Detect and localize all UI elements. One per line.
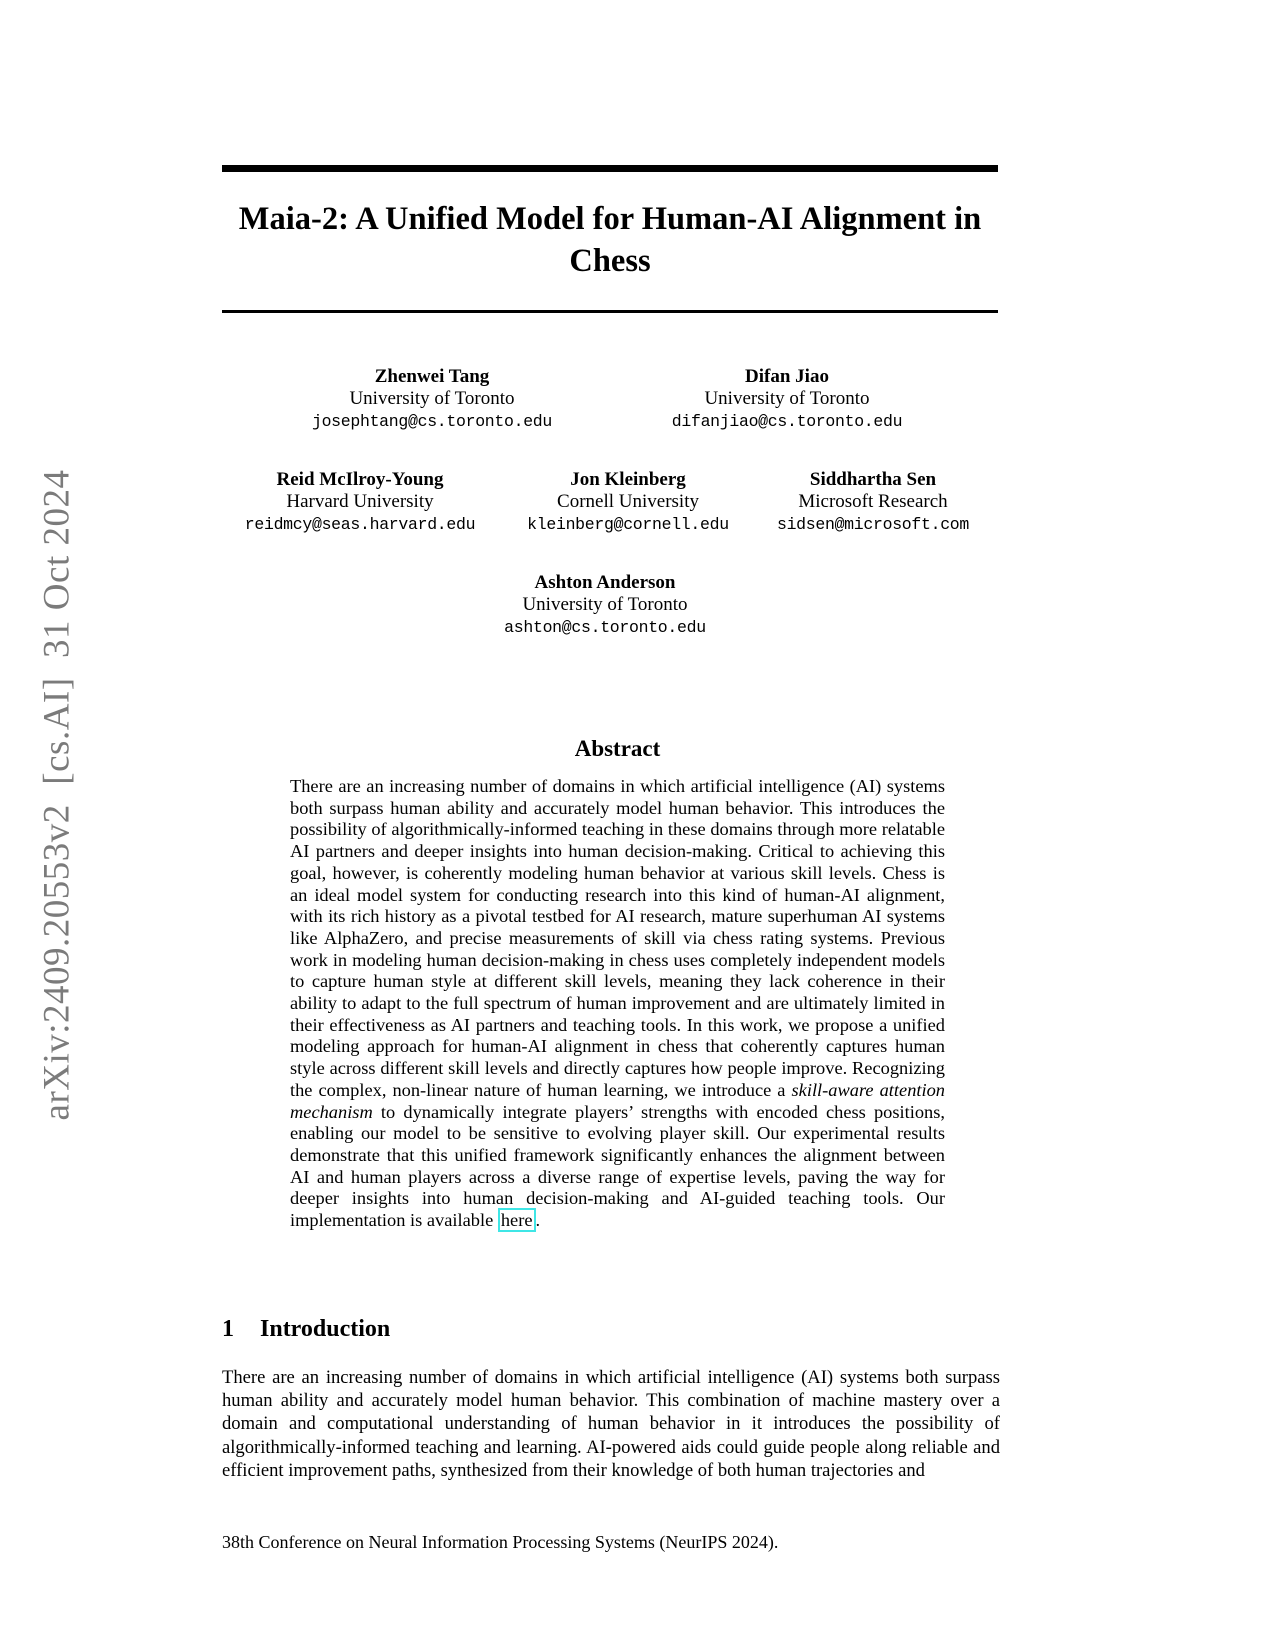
introduction-paragraph: There are an increasing number of domains in which artificial intelligence (AI) systems both surpass human ability and accurately model human behavior. This combination of machine mastery over a domain and computational understanding of human behavior in it introduces the possibility of algorithmically-informed teaching and learning. AI-powered aids could guide people along reliable and efficient improvement paths, synthesized from their knowledge of both human trajectories and xyxy=(222,1367,1000,1481)
author-block-siddhartha-sen xyxy=(718,469,1028,537)
author-affiliation: Cornell University xyxy=(557,491,699,512)
implementation-here-link[interactable]: here xyxy=(498,1208,536,1232)
author-email: reidmcy@seas.harvard.edu xyxy=(244,515,476,534)
section-1-heading xyxy=(222,1316,998,1343)
author-name: Jon Kleinberg xyxy=(570,469,686,490)
section-number: 1 xyxy=(222,1316,234,1342)
abstract-italic-phrase: skill-aware attention mechanism xyxy=(290,1079,945,1122)
author-name: Siddhartha Sen xyxy=(809,469,937,490)
author-affiliation: University of Toronto xyxy=(349,388,515,409)
author-name: Difan Jiao xyxy=(745,366,829,387)
paper-title-line1: Maia-2: A Unified Model for Human-AI Alignment in xyxy=(238,201,982,237)
author-email: josephtang@cs.toronto.edu xyxy=(311,412,553,431)
abstract-part1: There are an increasing number of domains in which artificial intelligence (AI) systems both surpass human ability and accurately model human behavior. This introduces the possibility of algorithmically-informed teaching in these domains through more relatable AI partners and deeper insights into human decision-making. Critical to achieving this goal, however, is coherently modeling human behavior at various skill levels. Chess is an ideal model system for conducting research into this kind of human-AI alignment, with its rich history as a pivotal testbed for AI research, mature superhuman AI systems like AlphaZero, and precise measurements of skill via chess rating systems. Previous work in modeling human decision-making in chess uses completely independent models to capture human style at different skill levels, meaning they lack coherence in their ability to adapt to the full spectrum of human improvement and are ultimately limited in their effectiveness as AI partners and teaching tools. In this work, we propose a unified modeling approach for human-AI alignment in chess that coherently captures human style across different skill levels and directly captures how people improve. Recognizing the complex, non-linear nature of human learning, we introduce a xyxy=(290,776,945,1100)
author-block-zhenwei-tang xyxy=(277,366,587,434)
arxiv-watermark: arXiv:2409.20553v2 [cs.AI] 31 Oct 2024 xyxy=(36,469,78,1121)
author-email: ashton@cs.toronto.edu xyxy=(504,618,706,637)
conference-footnote: 38th Conference on Neural Information Processing Systems (NeurIPS 2024). xyxy=(222,1532,779,1552)
author-block-difan-jiao xyxy=(632,366,942,434)
author-affiliation: University of Toronto xyxy=(522,594,688,615)
paper-title xyxy=(222,198,998,282)
author-name: Zhenwei Tang xyxy=(374,366,490,387)
author-affiliation: University of Toronto xyxy=(704,388,870,409)
author-name: Ashton Anderson xyxy=(534,572,676,593)
abstract-heading: Abstract xyxy=(574,736,661,761)
author-email: difanjiao@cs.toronto.edu xyxy=(671,412,903,431)
author-email: kleinberg@cornell.edu xyxy=(527,515,729,534)
title-rule-bottom xyxy=(222,310,998,313)
author-affiliation: Microsoft Research xyxy=(798,491,948,512)
abstract-text xyxy=(290,776,945,1232)
author-name: Reid McIlroy-Young xyxy=(276,469,444,490)
paper-title-line2: Chess xyxy=(569,243,651,279)
author-email: sidsen@microsoft.com xyxy=(776,515,970,534)
title-rule-top xyxy=(222,165,998,172)
abstract-period: . xyxy=(535,1210,541,1231)
author-affiliation: Harvard University xyxy=(286,491,434,512)
author-block-reid-mcilroy-young xyxy=(205,469,515,537)
abstract-part2: to dynamically integrate players’ strengths with encoded chess positions, enabling our model to be sensitive to evolving player skill. Our experimental results demonstrate that this unified framework significantly enhances the alignment between AI and human players across a diverse range of expertise levels, paving the way for deeper insights into human decision-making and AI-guided teaching tools. Our implementation is available xyxy=(290,1101,945,1231)
author-block-ashton-anderson xyxy=(450,572,760,640)
section-title: Introduction xyxy=(260,1316,391,1342)
